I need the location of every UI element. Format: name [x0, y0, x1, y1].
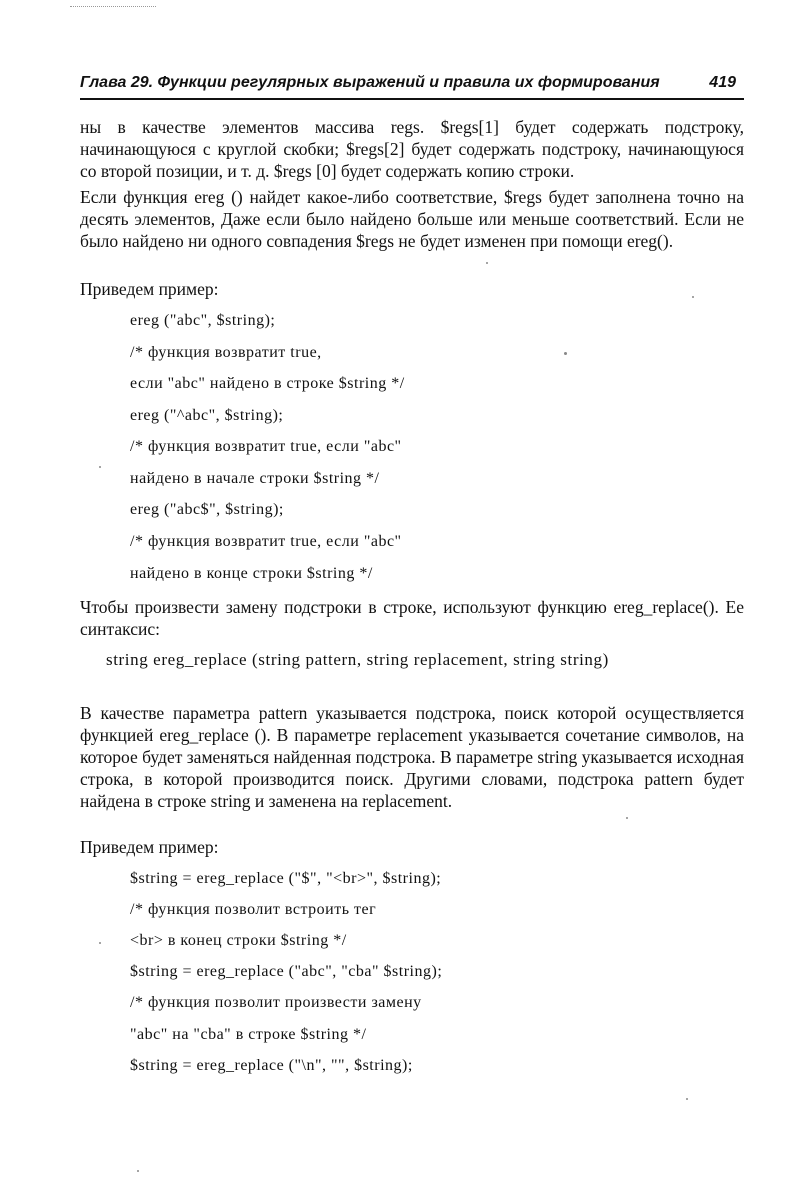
code-line: ereg ("^abc", $string); — [130, 407, 284, 424]
scan-speck — [486, 262, 488, 264]
paragraph-ereg-match: Если функция ereg () найдет какое-либо соответствие, $regs будет заполнена точно на десять элементов, Даже если было найдено больше или меньше соответствий. Если не было найдено ни одного совпадения $regs не будет изменен при помощи ereg(). — [80, 187, 744, 251]
code-line: "abc" на "cba" в строке $string */ — [130, 1026, 367, 1043]
scan-speck — [564, 352, 567, 355]
syntax-line: string ereg_replace (string pattern, string replacement, string string) — [106, 650, 609, 669]
paragraph-regs: ны в качестве элементов массива regs. $regs[1] будет содержать подстроку, начинающуюся с круглой скобки; $regs[2] будет содержать подстроку, начинающуюся со второй позиции, и т. д. $regs [0] будет содержать копию строки. — [80, 117, 744, 181]
code-line: ereg ("abc", $string); — [130, 312, 276, 329]
scan-speck — [626, 817, 628, 819]
code-line: /* функция позволит произвести замену — [130, 994, 422, 1011]
code-line: <br> в конец строки $string */ — [130, 932, 347, 949]
example-label: Приведем пример: — [80, 837, 219, 857]
code-line: ereg ("abc$", $string); — [130, 501, 284, 518]
page-number: 419 — [709, 74, 736, 91]
scan-speck — [137, 1170, 139, 1172]
code-line: /* функция возвратит true, если "abc" — [130, 533, 402, 550]
paragraph-replace-description: В качестве параметра pattern указывается подстрока, поиск которой осуществляется функцией ereg_replace (). В параметре replacement указывается сочетание символов, на которое будет заменяться найденная подстрока. В параметре string указывается исходная строка, в которой производится поиск. Другими словами, подстрока pattern будет найдена в строке string и заменена на replacement. — [80, 703, 744, 811]
code-line: $string = ereg_replace ("\n", "", $string); — [130, 1057, 413, 1074]
scan-artifact — [70, 6, 156, 8]
code-line: $string = ereg_replace ("$", "<br>", $string); — [130, 870, 442, 887]
chapter-title: Глава 29. Функции регулярных выражений и правила их формирования — [80, 74, 660, 91]
code-line: /* функция возвратит true, если "abc" — [130, 438, 402, 455]
code-line: $string = ereg_replace ("abc", "cba" $string); — [130, 963, 443, 980]
code-line: найдено в конце строки $string */ — [130, 565, 373, 582]
paragraph-replace-intro: Чтобы произвести замену подстроки в строке, используют функцию ereg_replace(). Ее синтаксис: — [80, 597, 744, 639]
code-line: если "abc" найдено в строке $string */ — [130, 375, 405, 392]
scan-speck — [686, 1098, 688, 1100]
scan-speck — [692, 296, 694, 298]
scan-speck — [99, 942, 101, 944]
code-line: найдено в начале строки $string */ — [130, 470, 380, 487]
example-label: Приведем пример: — [80, 279, 219, 299]
running-header — [80, 70, 744, 100]
scan-speck — [99, 466, 101, 468]
code-line: /* функция позволит встроить тег — [130, 901, 377, 918]
code-line: /* функция возвратит true, — [130, 344, 322, 361]
